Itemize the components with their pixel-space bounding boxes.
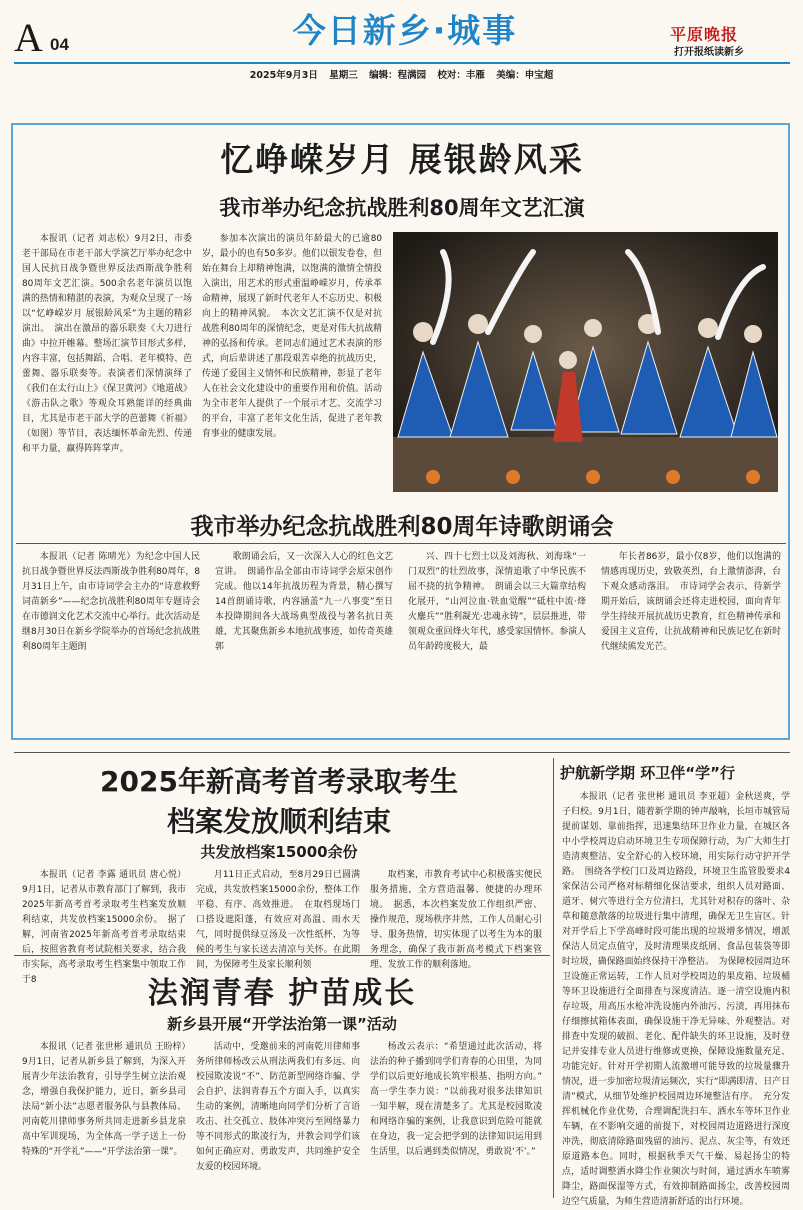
article5-column-3: 杨改云表示：“希望通过此次活动，将法治的种子播到同学们青春的心田里，为同学们以后更好地成长筑牢根基、指明方向。” 高一学生李力说：“以前我对很多法律知识一知半解，现在清楚多了。尤其是校园欺凌和网络诈骗的案例，让我意识到危险可能就在身边，我一定会把学到的法律知识运用到生活里，以后遇到类似情况，勇敢说‘不’。” bbox=[370, 1042, 551, 1157]
dateline bbox=[0, 67, 803, 81]
editor: 编辑：程满园 bbox=[369, 70, 427, 81]
article2-column-3: 兴、四十七烈士以及刘海秋、刘海珠“一门双烈”的壮烈故事，深情追歌了中华民族不屈不挠的抗争精神。 朗诵会以三大篇章结构化展开，“山河泣血·铁血觉醒”“砥柱中流·烽火鏖兵”“胜利凝光·忠魂永铸”，层层推进，带领观众重回烽火年代，感受家国情怀。参演人员年龄跨度极大，最 bbox=[408, 552, 586, 652]
article3-column-3: 取档案，市教育考试中心积极落实便民服务措施，全方营造温馨、便捷的办理环境。 据悉，本次档案发放工作组织严密、操作规范，现场秩序井然，工作人员耐心引导、服务热情，切实体现了以考生为本的服务理念，确保了我市新高考模式下档案管理、发放工作的顺利落地。 bbox=[370, 870, 542, 970]
newspaper-logo: 平原晚报 bbox=[670, 25, 739, 44]
article3-subtitle: 共发放档案15000余份 bbox=[200, 843, 358, 861]
article5-column-2: 活动中，受邀前来的河南乾川律师事务所律师杨改云从刑法两我们有多远、向校园欺凌说“不”、防范新型网络诈骗、学会自护、法润青春五个方面入手，以真实生动的案例，清晰地向同学们分析了言语攻击、社交孤立、肢体冲突污至网络暴力等不同形式的欺凌行为，并教会同学们该如何正确应对、勇敢发声，共同维护安全友爱的校园环境。 bbox=[196, 1042, 360, 1172]
article2-column-4: 年长者86岁，最小仅8岁，他们以饱满的情感再现历史，致敬英烈，台上激情澎湃，台下观众感动落泪。 市诗词学会表示，待新学期开始后，该朗诵会还将走进校园，面向青年学生持续开展抗战历史教育，红色精神传承和爱国主义宣传，让抗战精神和民族记忆在新时代继续熊发光芒。 bbox=[601, 552, 781, 652]
article3-column-1: 本报讯（记者 李露 通讯员 唐心悦）9月1日，记者从市教育部门了解到，我市2025年新高考首考录取考生档案发放顺利结束，共发放档案15000余份。 据了解，河南省2025年新高考首考录取结束后，按照省教育考试院相关要求，结合我市实际，高考录取考生档案集中领取工作于8 bbox=[22, 870, 186, 985]
article5-subtitle: 新乡县开展“开学法治第一课”活动 bbox=[167, 1015, 397, 1033]
page-number: 04 bbox=[50, 35, 69, 54]
article2-title: 我市举办纪念抗战胜利80周年诗歌朗诵会 bbox=[190, 514, 614, 540]
article1-column-1: 本报讯（记者 刘志松）9月2日，市委老干部局在市老干部大学演艺厅举办纪念中国人民抗日战争暨世界反法西斯战争胜利80周年文艺汇演。500余名老年演员以饱满的热情和精湛的表演，为观众呈现了一场以“忆峥嵘岁月 展银龄风采”为主题的精彩演出。 演出在激昂的器乐联奏《大刀进行曲》中拉开帷幕。整场汇演节目形式多样，内容丰富，包括舞蹈、合唱、老年模特、芭蕾舞、器乐联奏等。表演者们深情演绎了《我们在太行山上》《保卫黄河》《地道战》《游击队之歌》等观众耳熟能详的经典曲目，尤其是市老干部大学的芭蕾舞《祈福》（如图）等节目，表达缅怀革命先烈、传递和平力量，赢得阵阵掌声。 bbox=[22, 234, 192, 454]
divider bbox=[16, 543, 786, 544]
article5-title: 法润青春 护苗成长 bbox=[147, 976, 417, 1011]
article2-column-1: 本报讯（记者 陈晴光）为纪念中国人民抗日战争暨世界反法西斯战争胜利80周年，8月31日上午，由市诗词学会主办的“诗意救野 词苗新乡”——纪念抗战胜利80周年专题诗会在市德润文化艺术交流中心举行。此次活动是继8月30日在新乡学院举办的首场纪念抗战胜利80周年主题朗 bbox=[22, 552, 200, 652]
article1-column-2: 参加本次演出的演员年龄最大的已逾80岁，最小的也有50多岁。他们以银发卷卷，但始在舞台上却精神饱满，以饱满的激情全情投入演出，用艺术的形式重温峥嵘岁月，传承革命精神，展现了新时代老年人不忘历史、积极向上的精神风貌。 本次文艺汇演不仅是对抗战胜利80周年的深情纪念，更是对伟大抗战精神的弘扬和传承。老同志们通过艺术表演的形式，向后辈讲述了那段艰苦卓绝的抗战历史，传递了爱国主义情怀和民族精神，彰显了老年人在社会文化建设中的重要作用和价值。活动为全市老年人提供了一个展示才艺、交流学习的平台，丰富了老年文化生活，促进了老年教育事业的健康发展。 bbox=[202, 234, 382, 439]
designer: 美编：申宝超 bbox=[496, 70, 554, 81]
weekday: 星期三 bbox=[329, 70, 358, 81]
article1-title: 忆峥嵘岁月 展银龄风采 bbox=[220, 140, 584, 179]
dance-performance-photo bbox=[393, 232, 778, 492]
article4-title: 护航新学期 环卫伴“学”行 bbox=[560, 764, 735, 782]
article2-column-2: 歌朗诵会后，又一次深入人心的红色文艺宣讲。 朗诵作品全部由市诗词学会原宋创作完成。他以14年抗战历程为背景，精心撰写14首朗诵诗歌，内容涵盖“九一八事变”至日本投降期间各大战场典型战役与著名抗日英雄，尤其聚焦新乡本地抗战事迹，如传奇英雄郭 bbox=[215, 552, 393, 652]
article1-subtitle: 我市举办纪念抗战胜利80周年文艺汇演 bbox=[219, 196, 585, 220]
article3-column-2: 月11日正式启动，至8月29日已圆满完成，共发放档案15000余份，整体工作平稳、有序、高效推进。 在取档现场门口搭设遮阳蓬，有效应对高温、雨水天气，同时提供绿豆汤及一次性纸杯，为等候的考生与家长送去清凉与关怀。在此期间，为保障考生及家长顺利领 bbox=[196, 870, 360, 970]
proofreader: 校对：丰雁 bbox=[437, 70, 485, 81]
article3-title: 2025年新高考首考录取考生 档案发放顺利结束 bbox=[100, 765, 458, 838]
page-letter: A bbox=[14, 15, 43, 60]
header-rule bbox=[14, 62, 790, 64]
slogan: 打开报纸读新乡 bbox=[674, 47, 744, 58]
article5-column-1: 本报讯（记者 张世彬 通讯员 王盼梓）9月1日，记者从新乡县了解到，为深入开展青少年法治教育，引导学生树立法治观念，增强自我保护能力，近日，新乡县司法局“新小法”志愿者服务队与县教体局、河南乾川律师事务所共同走进新乡县龙泉高中军训现场，为全体高一学子送上一份特殊的“开学礼”——“开学法治第一课”。 bbox=[22, 1042, 186, 1157]
divider bbox=[14, 955, 550, 956]
article4-body: 本报讯（记者 张世彬 通讯员 李亚超）金秋送爽，学子归校。9月1日，随着新学期的钟声敲响，长垣市城管局提前谋划、靠前指挥，迅速集结环卫作业力量，在城区各中小学校周边启动环境卫生专项保障行动，为广大师生打造清爽整洁、安全舒心的入校环境，用实际行动守护开学路。 围绕各学校门口及周边路段，环境卫生监管股要求4家保洁公司严格对标精细化保洁要求，组织人员对路面、道牙、树穴等进行全方位清扫，尤其针对积存的落叶、杂草和随意散落的垃圾进行集中清理，确保无卫生盲区。针对开学后上下学高峰时段可能出现的垃圾增多情况，增派保洁人员定点值守，及时清理果皮纸屑、食品包装袋等即时垃圾，确保路面始终保持干净整洁。 为保障校园周边环卫设施正常运转，工作人员对学校周边的果皮箱、垃圾桶等环卫设施进行全面排查与深度清洁。逐一清空设施内积存垃圾，用高压水枪冲洗设施内外油污、污渍，再用抹布仔细擦拭箱体表面，确保设施干净无异味、外观整洁。对排查中发现的破损、老化、配件缺失的环卫设施，及时登记并安排专业人员进行维修或更换，保障设施数量充足、功能完好。针对开学初期人流激增可能导致的垃圾量骤升情况，进一步加密垃圾清运频次，实行“即满即清、日产日清”模式，从细节处维护校园周边环境整洁有序。 充分发挥机械化作业优势，合理调配洗扫车、洒水车等环卫作业车辆，在不影响交通的前提下，对校园周边道路进行深度冲洗，彻底清除路面残留的油污、泥点、灰尘等，有效还原道路本色。同时，根据秋季天气干燥、易起扬尘的特点，适时调整洒水降尘作业频次与时间，通过洒水车喷雾降尘，路面保湿等方式，有效抑制路面扬尘，改善校园周边空气质量，为师生营造清新舒适的出行环境。 bbox=[562, 792, 790, 1207]
masthead-title: 今日新乡·城事 bbox=[292, 11, 518, 50]
divider bbox=[14, 752, 790, 753]
date: 2025年9月3日 bbox=[249, 70, 318, 81]
column-divider bbox=[553, 758, 554, 1198]
